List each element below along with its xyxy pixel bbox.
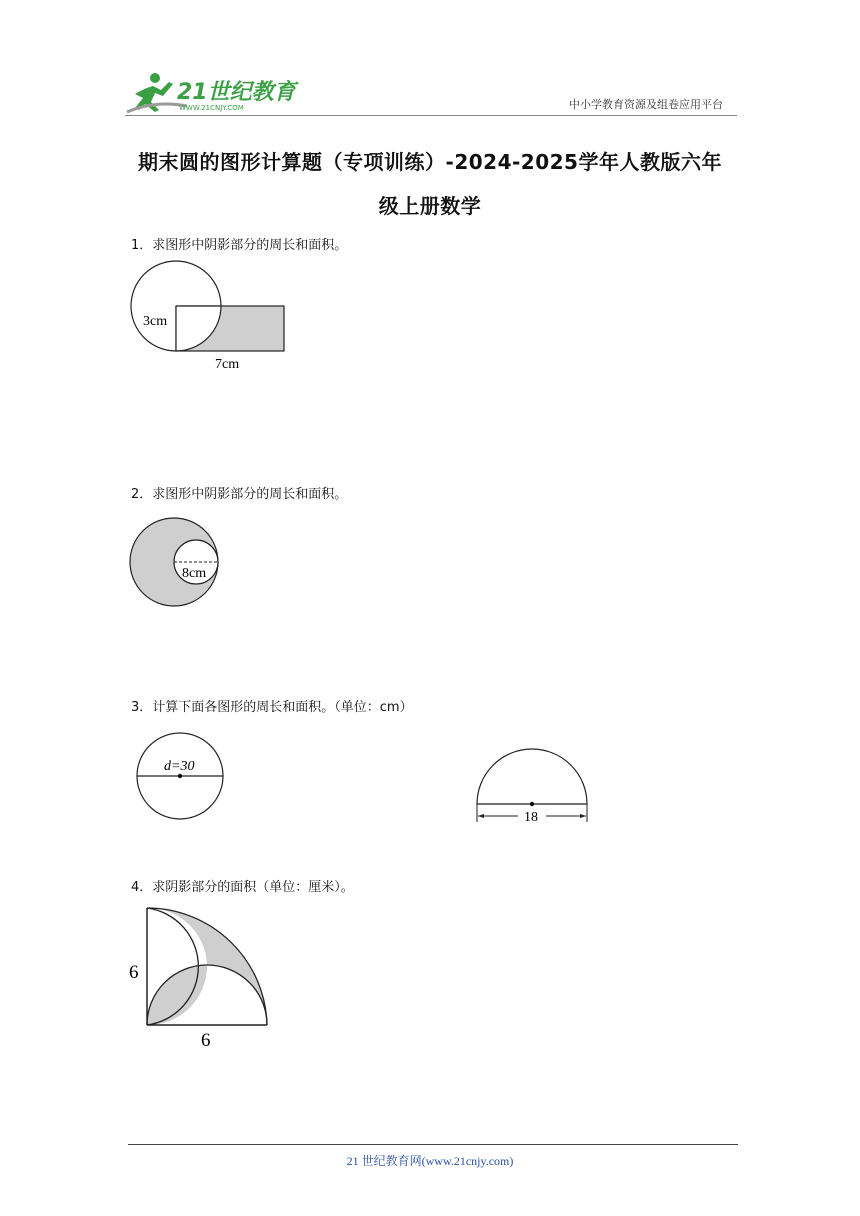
diameter-label: 8cm bbox=[182, 566, 207, 581]
logo-sub: WWW.21CNJY.COM bbox=[179, 104, 244, 112]
page-title-line2: 级上册数学 bbox=[378, 194, 482, 218]
height-label: 6 bbox=[129, 962, 139, 983]
question-1-text: 1．求图形中阴影部分的周长和面积。 bbox=[131, 238, 348, 253]
length-label: 18 bbox=[524, 810, 538, 825]
diameter-label: d=30 bbox=[164, 759, 195, 774]
page-title-line1: 期末圆的图形计算题（专项训练）-2024-2025学年人教版六年 bbox=[138, 150, 722, 174]
question-2-text: 2．求图形中阴影部分的周长和面积。 bbox=[131, 487, 348, 502]
logo-text: 21世纪教育 bbox=[177, 80, 296, 105]
page-header bbox=[125, 66, 735, 116]
footer-divider bbox=[128, 1144, 738, 1145]
question-3-semicircle bbox=[470, 744, 600, 828]
platform-label: 中小学教育资源及组卷应用平台 bbox=[569, 98, 723, 111]
question-4-figure bbox=[125, 900, 275, 1054]
radius-label: 3cm bbox=[143, 314, 168, 329]
header-divider bbox=[125, 115, 737, 116]
base-label: 6 bbox=[201, 1030, 211, 1051]
semicircle-outline bbox=[477, 749, 587, 804]
question-3-text: 3．计算下面各图形的周长和面积。（单位：cm） bbox=[131, 700, 413, 715]
length-label: 7cm bbox=[215, 357, 240, 372]
question-2-figure bbox=[126, 514, 226, 614]
site-logo bbox=[125, 66, 315, 116]
question-1-figure bbox=[126, 258, 296, 378]
question-3-circle bbox=[132, 728, 232, 828]
question-4-text: 4．求阴影部分的面积（单位：厘米）。 bbox=[131, 880, 354, 895]
footer-text: 21 世纪教育网(www.21cnjy.com) bbox=[346, 1154, 514, 1168]
